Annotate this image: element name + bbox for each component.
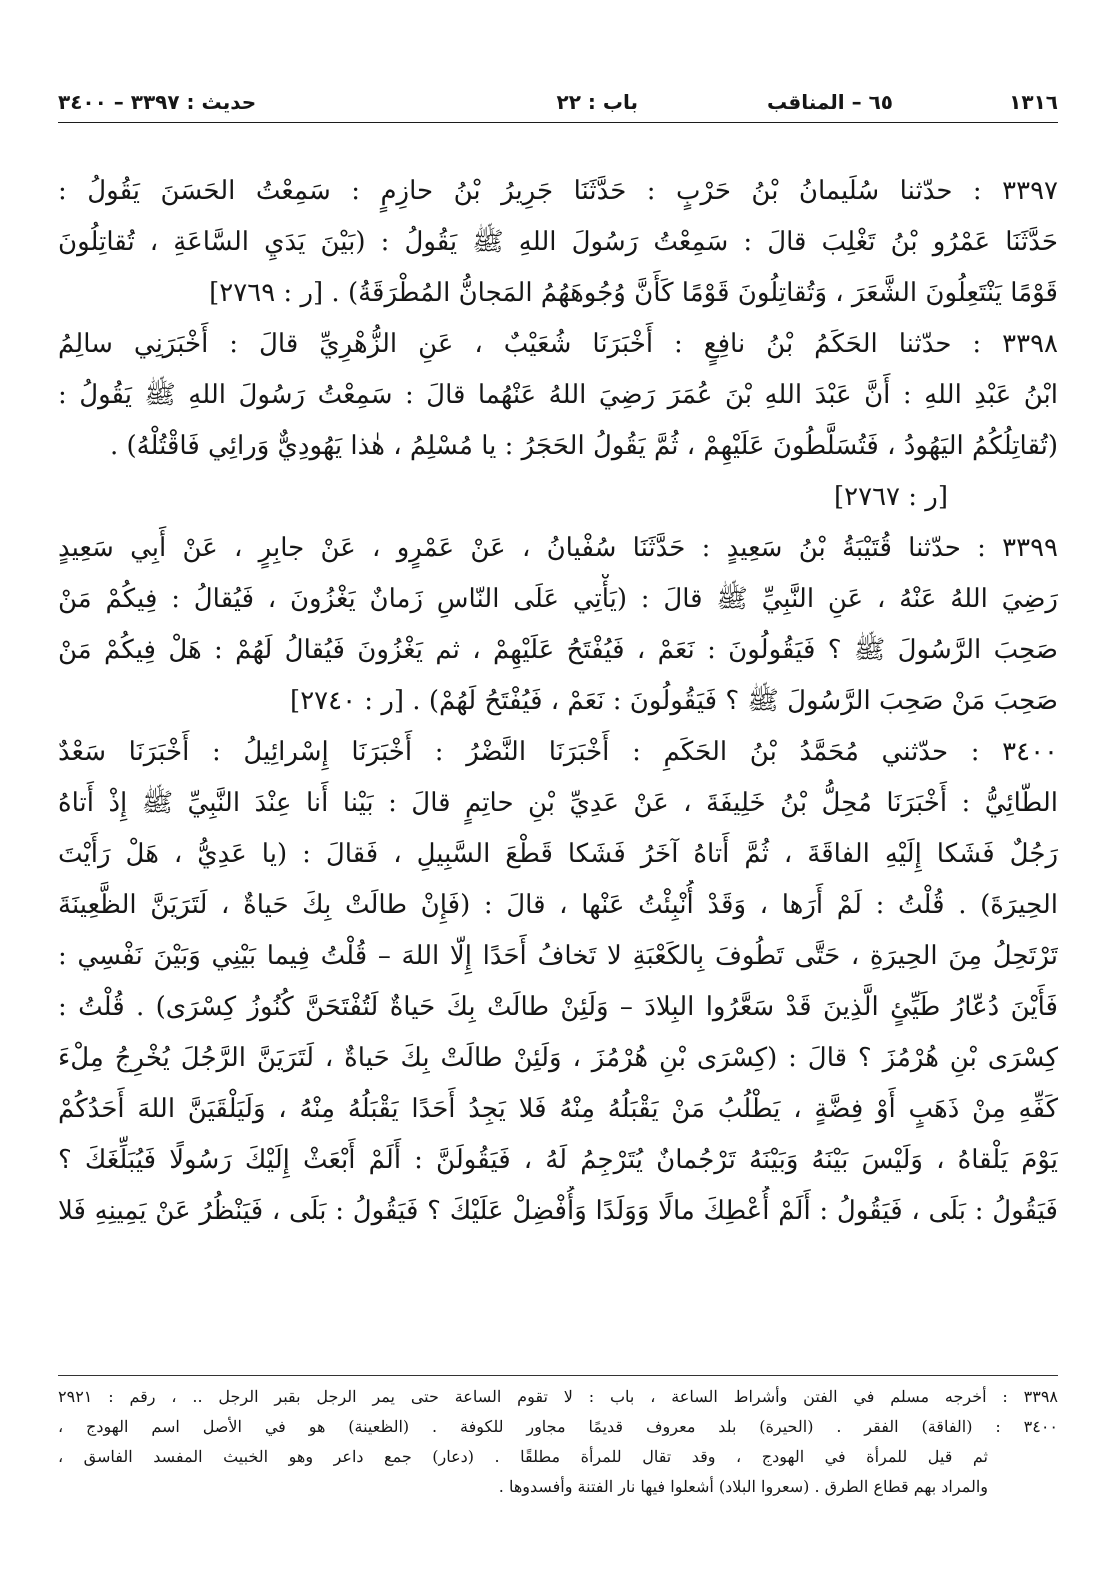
page-number: ١٣١٦ [1009,90,1058,114]
text-line: حَدَّثَنَا عَمْرُو بْنُ تَغْلِبَ قالَ : سَمِعْتُ رَسُولَ اللهِ ﷺ يَقُولُ : (بَيْنَ يَدَيِ السَّاعَةِ ، تُقاتِلُونَ [58,227,1058,257]
text-line: ٣٣٩٧ : حدّثنا سُلَيمانُ بْنُ حَرْبٍ : حَدَّثَنَا جَرِيرُ بْنُ حازِمٍ : سَمِعْتُ الحَسَنَ يَقُولُ : [58,176,1058,206]
text-line: الطّائِيُّ : أَخْبَرَنَا مُحِلُّ بْنُ خَلِيفَةَ ، عَنْ عَدِيِّ بْنِ حاتِمٍ قالَ : بَيْنا أَنا عِنْدَ النَّبِيِّ ﷺ إِذْ أَتاهُ [58,788,1058,818]
text-line: كَفِّهِ مِنْ ذَهَبٍ أَوْ فِضَّةٍ ، يَطْلُبُ مَنْ يَقْبَلُهُ مِنْهُ فَلا يَجِدُ أَحَدًا يَقْبَلُهُ مِنْهُ ، وَلَيَلْقَيَنَّ اللهَ أَحَدُكُمْ [58,1094,1058,1124]
hadith-range: حديث : ٣٣٩٧ – ٣٤٠٠ [58,90,257,114]
text-line: قَوْمًا يَنْتَعِلُونَ الشَّعَرَ ، وَتُقاتِلُونَ قَوْمًا كَأَنَّ وُجُوهَهُمُ المَجانُّ المُطْرَقَةُ) . [ر : ٢٧٦٩] [209,278,1058,308]
text-line: ٣٣٩٩ : حدّثنا قُتَيْبَةُ بْنُ سَعِيدٍ : حَدَّثَنَا سُفْيانُ ، عَنْ عَمْرٍو ، عَنْ جابِرٍ ، عَنْ أَبِي سَعِيدٍ [58,533,1058,563]
text-line: فَأَيْنَ دُعّارُ طَيِّئٍ الَّذِينَ قَدْ سَعَّرُوا البِلادَ – وَلَئِنْ طالَتْ بِكَ حَياةٌ لَتُفْتَحَنَّ كُنُوزُ كِسْرَى) . قُلْتُ : [58,992,1058,1022]
hadith-text [58,166,1058,1237]
running-header [58,70,1058,123]
text-line: (تُقاتِلُكُمُ اليَهُودُ ، فَتُسَلَّطُونَ عَلَيْهِمْ ، ثُمَّ يَقُولُ الحَجَرُ : يا مُسْلِمُ ، هٰذا يَهُودِيٌّ وَرائِي فَاقْتُلْهُ) . [109,431,1058,461]
text-line: ٣٤٠٠ : حدّثني مُحَمَّدُ بْنُ الحَكَمِ : أَخْبَرَنَا النَّضْرُ : أَخْبَرَنَا إِسْرائِيلُ : أَخْبَرَنَا سَعْدٌ [58,737,1058,767]
footnote-line: والمراد بهم قطاع الطرق . (سعروا البلاد) أشعلوا فيها نار الفتنة وأفسدوها . [498,1477,988,1496]
reference-line: [ر : ٢٧٦٧] [833,482,948,512]
chapter-label: باب : ٢٢ [556,90,638,114]
text-line: يَوْمَ يَلْقاهُ ، وَلَيْسَ بَيْنَهُ وَبَيْنَهُ تَرْجُمانٌ يُتَرْجِمُ لَهُ ، فَيَقُولَنَّ : أَلَمْ أَبْعَثْ إِلَيْكَ رَسُولًا فَيُبَلِّغَكَ ؟ [58,1145,1058,1175]
text-line: كِسْرَى بْنِ هُرْمُزَ ؟ قالَ : (كِسْرَى بْنِ هُرْمُزَ ، وَلَئِنْ طالَتْ بِكَ حَياةٌ ، لَتَرَيَنَّ الرَّجُلَ يُخْرِجُ مِلْءَ [58,1043,1058,1073]
text-line: تَرْتَحِلُ مِنَ الحِيرَةِ ، حَتَّى تَطُوفَ بِالكَعْبَةِ لا تَخافُ أَحَدًا إِلّا اللهَ – قُلْتُ فِيما بَيْنِي وَبَيْنَ نَفْسِي : [58,941,1058,971]
text-line: صَحِبَ الرَّسُولَ ﷺ ؟ فَيَقُولُونَ : نَعَمْ ، فَيُفْتَحُ عَلَيْهِمْ ، ثم يَغْزُونَ فَيُقالُ لَهُمْ : هَلْ فِيكُمْ مَنْ [58,635,1058,665]
text-line: فَيَقُولُ : بَلَى ، فَيَقُولُ : أَلَمْ أُعْطِكَ مالًا وَوَلَدًا وَأُفْضِلْ عَلَيْكَ ؟ فَيَقُولُ : بَلَى ، فَيَنْظُرُ عَنْ يَمِينِهِ فَلا [58,1196,1058,1226]
footnote-line: ٣٤٠٠ : (الفاقة) الفقر . (الحيرة) بلد معروف قديمًا مجاور للكوفة . (الظعينة) هو في الأصل اسم الهودج ، [58,1417,1058,1436]
book-page [58,70,1058,1496]
text-line: رَضِيَ اللهُ عَنْهُ ، عَنِ النَّبِيِّ ﷺ قالَ : (يَأْتِي عَلَى النّاسِ زَمانٌ يَغْزُونَ ، فَيُقالُ : فِيكُمْ مَنْ [58,584,1058,614]
footnote-line: ثم قيل للمرأة في الهودج ، وقد تقال للمرأة مطلقًا . (دعار) جمع داعر وهو الخبيث المفسد الفاسق ، [58,1447,988,1466]
text-line: ٣٣٩٨ : حدّثنا الحَكَمُ بْنُ نافِعٍ : أَخْبَرَنَا شُعَيْبٌ ، عَنِ الزُّهْرِيِّ قالَ : أَخْبَرَنِي سالِمُ [58,329,1058,359]
text-line: رَجُلٌ فَشَكا إِلَيْهِ الفاقَةَ ، ثُمَّ أَتاهُ آخَرُ فَشَكا قَطْعَ السَّبِيلِ ، فَقالَ : (يا عَدِيُّ ، هَلْ رَأَيْتَ [58,839,1058,869]
text-line: ابْنُ عَبْدِ اللهِ : أَنَّ عَبْدَ اللهِ بْنَ عُمَرَ رَضِيَ اللهُ عَنْهُما قالَ : سَمِعْتُ رَسُولَ اللهِ ﷺ يَقُولُ : [58,380,1058,410]
footnote-line: ٣٣٩٨ : أخرجه مسلم في الفتن وأشراط الساعة ، باب : لا تقوم الساعة حتى يمر الرجل بقبر الرجل .. ، رقم : ٢٩٢١ [58,1387,1058,1406]
text-line: الحِيرَةَ) . قُلْتُ : لَمْ أَرَها ، وَقَدْ أُنْبِئْتُ عَنْها ، قالَ : (فَإِنْ طالَتْ بِكَ حَياةٌ ، لَتَرَيَنَّ الظَّعِينَةَ [58,890,1058,920]
text-line: صَحِبَ مَنْ صَحِبَ الرَّسُولَ ﷺ ؟ فَيَقُولُونَ : نَعَمْ ، فَيُفْتَحُ لَهُمْ) . [ر : ٢٧٤٠] [290,686,1058,716]
footnotes [58,1375,1058,1502]
book-title: ٦٥ – المناقب [766,90,893,114]
